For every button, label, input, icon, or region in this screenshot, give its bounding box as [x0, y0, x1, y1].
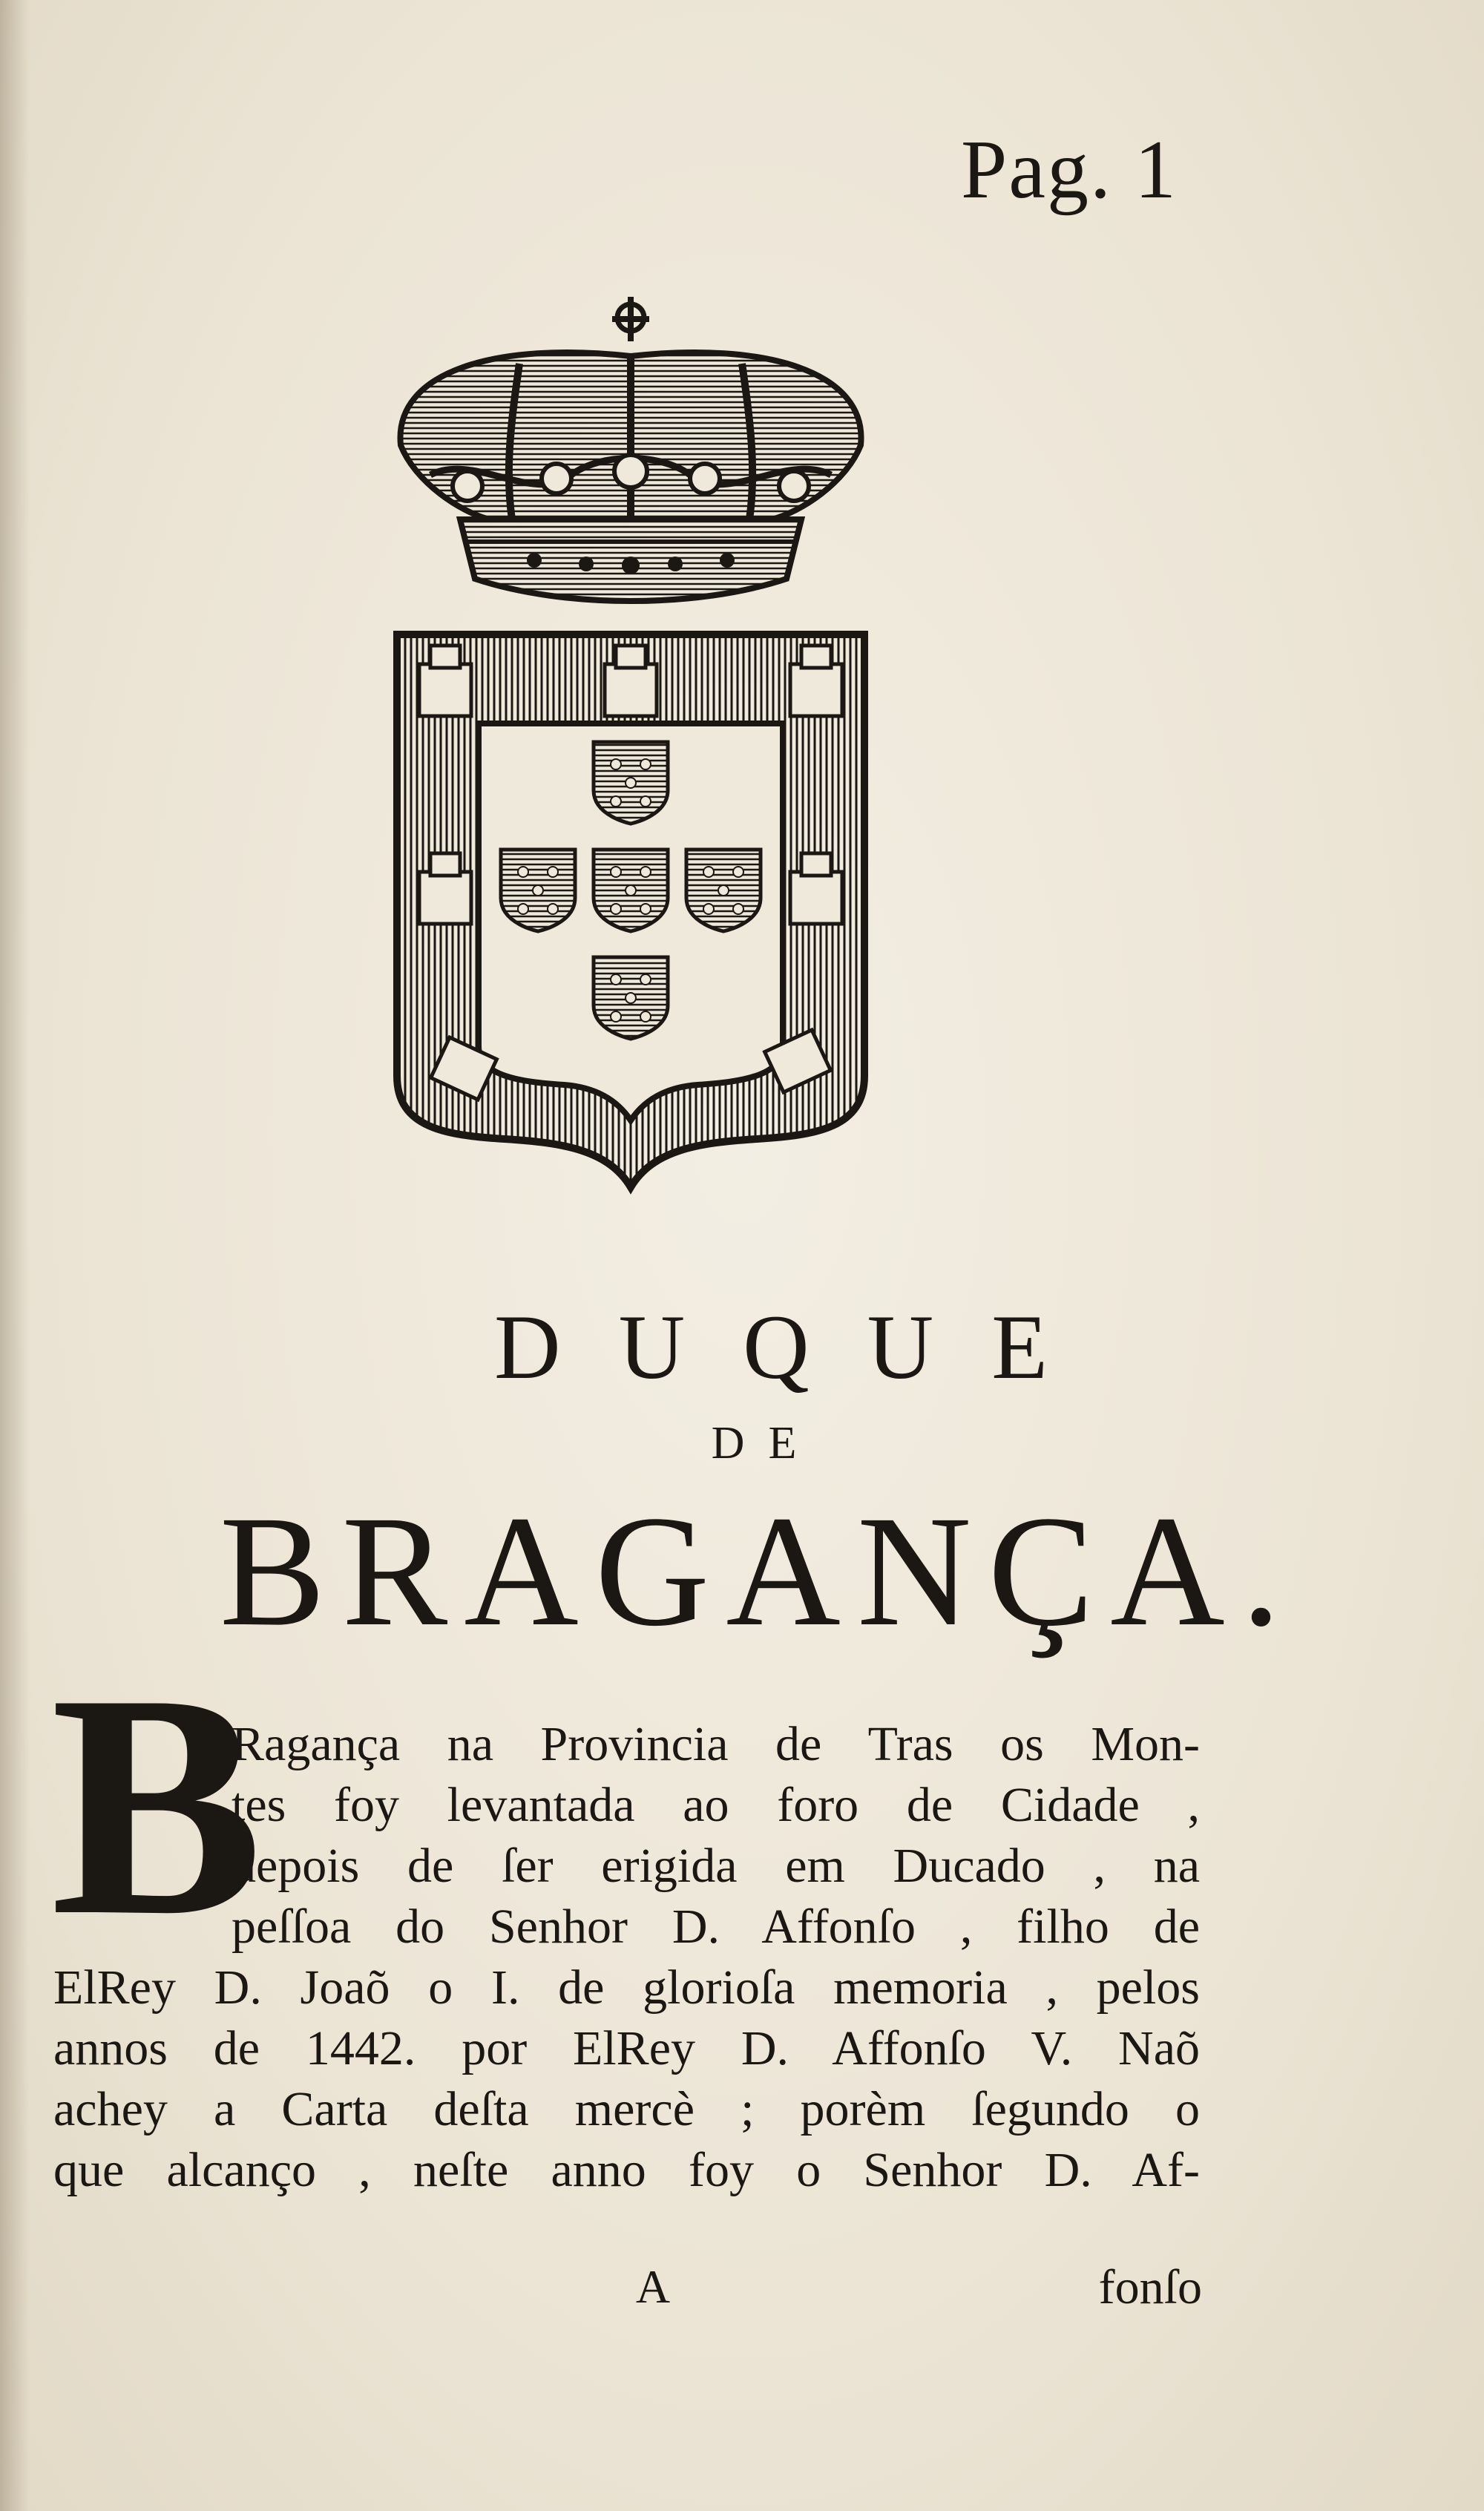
signature-mark: A	[635, 2260, 671, 2313]
body-paragraph	[53, 1714, 1200, 2201]
text-line: ElRey D. Joaõ o I. de glorioſa memoria , pelos	[53, 1960, 1200, 2015]
text-line: annos de 1442. por ElRey D. Affonſo V. Naõ	[53, 2021, 1200, 2075]
drop-cap: B	[50, 1629, 263, 1982]
title-braganca: BRAGANÇA.	[219, 1483, 1298, 1659]
text-line: Ragança na Provincia de Tras os Mon-	[232, 1717, 1200, 1771]
catchword: fonſo	[1098, 2260, 1202, 2314]
crown-icon	[400, 297, 861, 601]
title-de: DE	[711, 1418, 821, 1468]
page-number: Pag. 1	[961, 124, 1178, 216]
gutter-shadow	[0, 0, 30, 2511]
title-duque: DUQUE	[494, 1296, 1106, 1398]
coat-of-arms-icon	[386, 297, 876, 1261]
text-line: tes foy levantada ao foro de Cidade ,	[232, 1778, 1200, 1832]
text-line: peſſoa do Senhor D. Affonſo , filho de	[232, 1900, 1200, 1954]
text-line: depois de ſer erigida em Ducado , na	[232, 1839, 1200, 1893]
text-line: achey a Carta deſta mercè ; porèm ſegundo o	[53, 2082, 1200, 2136]
text-line: que alcanço , neſte anno foy o Senhor D. Af-	[53, 2143, 1200, 2197]
shield-icon	[397, 634, 864, 1187]
